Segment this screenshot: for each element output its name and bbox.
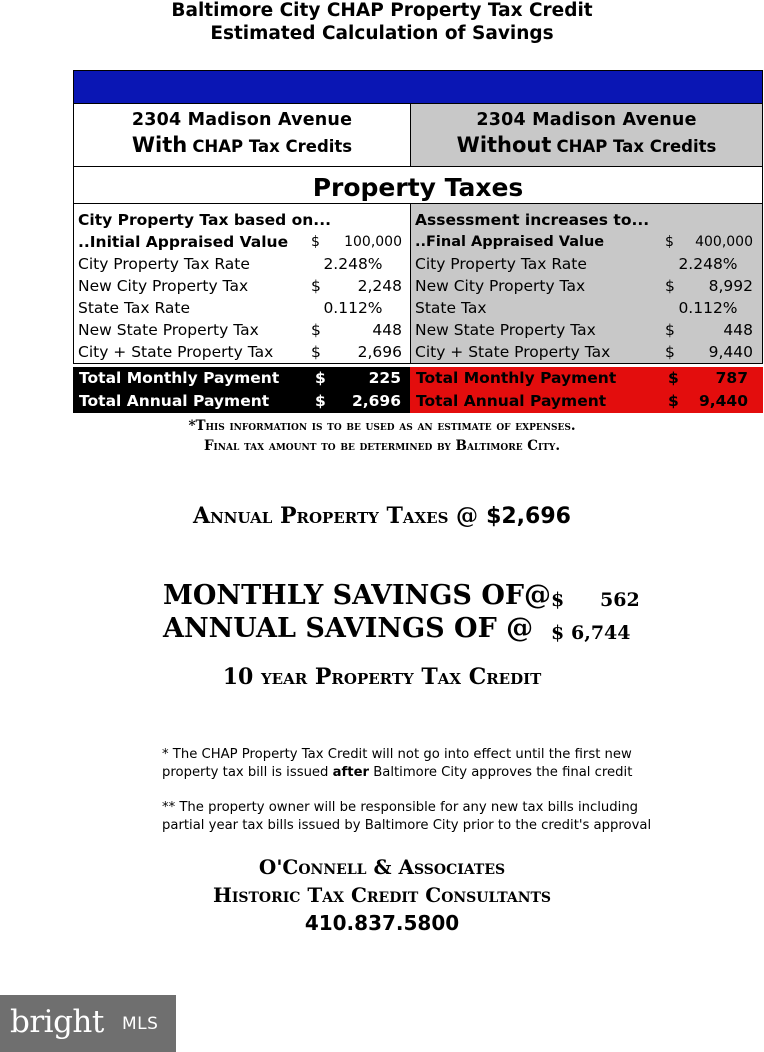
address-label: 2304 Madison Avenue xyxy=(476,110,697,130)
table-row: City + State Property Tax $ 2,696 xyxy=(78,343,402,361)
address-label: 2304 Madison Avenue xyxy=(131,110,353,130)
panel-heading: City Property Tax based on... xyxy=(78,211,331,229)
table-row: New State Property Tax $ 448 xyxy=(415,321,753,339)
table-row: New State Property Tax $ 448 xyxy=(78,321,402,339)
total-annual-row: Total Annual Payment $ 2,696 xyxy=(73,390,411,413)
table-row: City Property Tax Rate 2.248% xyxy=(415,255,738,273)
firm-phone: 410.837.5800 xyxy=(304,911,460,935)
monthly-savings: MONTHLY SAVINGS OF@ $ 562 xyxy=(163,580,640,611)
annual-savings: ANNUAL SAVINGS OF @ $ 6,744 xyxy=(163,613,631,644)
table-row: ..Final Appraised Value $ 400,000 xyxy=(415,234,753,250)
page-title: Baltimore City CHAP Property Tax Credit xyxy=(171,0,593,21)
note-2-line-1: ** The property owner will be responsible for any new tax bills including xyxy=(162,800,639,815)
note-1-line-2: property tax bill is issued after Baltimore City approves the final credit xyxy=(162,765,633,780)
note-1-line-1: * The CHAP Property Tax Credit will not go into effect until the first new xyxy=(162,747,632,762)
panel-heading: Assessment increases to... xyxy=(415,211,650,229)
with-chap-panel xyxy=(73,203,411,364)
firm-tagline: Historic Tax Credit Consultants xyxy=(212,883,552,907)
header-without-chap xyxy=(410,103,763,167)
firm-name: O'Connell & Associates xyxy=(258,855,506,879)
without-chap-label: Without CHAP Tax Credits xyxy=(456,133,717,157)
total-annual-row: Total Annual Payment $ 9,440 xyxy=(410,390,763,413)
ten-year-credit: 10 year Property Tax Credit xyxy=(222,664,542,690)
table-row: State Tax Rate 0.112% xyxy=(78,299,383,317)
watermark-suffix: MLS xyxy=(122,1014,159,1034)
total-monthly-row: Total Monthly Payment $ 787 xyxy=(410,367,763,390)
with-chap-label: With CHAP Tax Credits xyxy=(131,133,353,157)
header-with-chap xyxy=(73,103,411,167)
table-row: ..Initial Appraised Value $ 100,000 xyxy=(78,233,402,251)
table-row: State Tax 0.112% xyxy=(415,299,738,317)
section-title: Property Taxes xyxy=(73,166,763,204)
table-row: New City Property Tax $ 8,992 xyxy=(415,277,753,295)
page-subtitle: Estimated Calculation of Savings xyxy=(210,23,554,44)
bright-mls-watermark xyxy=(0,995,176,1052)
total-monthly-row: Total Monthly Payment $ 225 xyxy=(73,367,411,390)
disclaimer-line-1: *This information is to be used as an estimate of expenses. xyxy=(188,418,576,434)
watermark-brand: bright xyxy=(10,1004,104,1040)
disclaimer-line-2: Final tax amount to be determined by Baltimore City. xyxy=(203,438,561,454)
table-row: New City Property Tax $ 2,248 xyxy=(78,277,402,295)
table-row: City Property Tax Rate 2.248% xyxy=(78,255,383,273)
table-row: City + State Property Tax $ 9,440 xyxy=(415,343,753,361)
header-color-bar xyxy=(73,70,763,104)
without-chap-panel xyxy=(410,203,763,364)
annual-property-taxes: Annual Property Taxes @ $2,696 xyxy=(193,503,571,529)
note-2-line-2: partial year tax bills issued by Baltimore City prior to the credit's approval xyxy=(162,818,652,833)
